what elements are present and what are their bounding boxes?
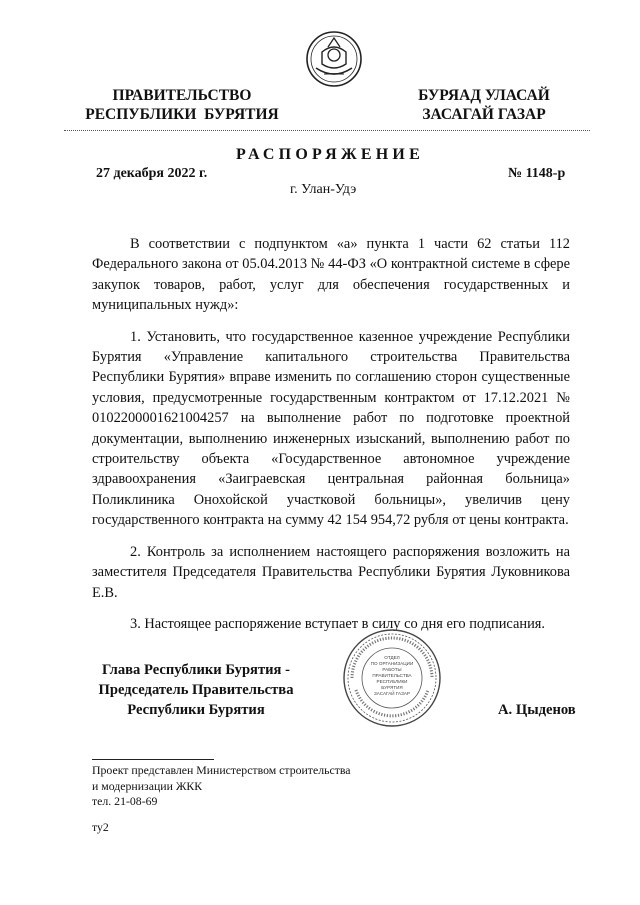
signatory-name: А. Цыденов [498,702,576,718]
svg-text:ПРАВИТЕЛЬСТВА: ПРАВИТЕЛЬСТВА [372,673,412,678]
paragraph-item-1: 1. Установить, что государственное казенное учреждение Республики Бурятия «Управление капитального строительства Правительства Республики Бурятия» вправе изменить по соглашению сторон существенные условия, предусмотренные государственным контрактом от 17.12.2021 № 0102200001621004257 на выполнение работ по подготовке проектной документации, выполнению инженерных изысканий, выполнению работ по строительству объекта «Государственное автономное учреждение здравоохранения «Заиграевская центральная районная больница» Поликлиника Онохойской участковой больницы», увеличив цену государственного контракта на сумму 42 154 954,72 рубля от цены контракта. [92,328,570,529]
document-title: РАСПОРЯЖЕНИЕ [236,146,424,163]
paragraph-item-2: 2. Контроль за исполнением настоящего распоряжения возложить на заместителя Председателя Правительства Республики Бурятия Луковникова Е.В. [92,543,570,601]
footer-rule [92,759,214,760]
header-left-line-1: ПРАВИТЕЛЬСТВО [112,87,252,104]
svg-text:ЗАСАГАЙ ГАЗАР: ЗАСАГАЙ ГАЗАР [374,691,410,696]
document-body [92,234,570,645]
coat-of-arms-emblem [304,28,364,88]
official-seal [342,628,442,728]
document-city: г. Улан-Удэ [290,182,357,197]
svg-text:РАБОТЫ: РАБОТЫ [382,667,402,672]
footer-line-1: Проект представлен Министерством строительства [92,763,351,777]
svg-text:ОТДЕЛ: ОТДЕЛ [384,655,400,660]
footer-code: ту2 [92,820,109,834]
document-date: 27 декабря 2022 г. [96,166,208,181]
svg-text:ПО ОРГАНИЗАЦИИ: ПО ОРГАНИЗАЦИИ [370,661,414,666]
footer-note [92,763,351,810]
document-number: № 1148-р [508,166,566,181]
signature-position-line-1: Глава Республики Бурятия - [102,662,290,678]
signature-position-line-3: Республики Бурятия [127,702,265,718]
header-right-line-2: ЗАСАГАЙ ГАЗАР [422,106,546,123]
footer-line-2: и модернизации ЖКК [92,778,203,793]
footer-line-3: тел. 21-08-69 [92,794,158,808]
header-right-line-1: БУРЯАД УЛАСАЙ [418,87,550,104]
svg-text:РЕСПУБЛИКИ: РЕСПУБЛИКИ [376,679,408,684]
svg-text:БУРЯТИЯ: БУРЯТИЯ [381,685,403,690]
signature-position [88,660,304,720]
header-right [404,86,564,124]
paragraph-item-3: 3. Настоящее распоряжение вступает в силу со дня его подписания. [130,615,545,632]
paragraph-preamble: В соответствии с подпунктом «а» пункта 1 части 62 статьи 112 Федерального закона от 05.04.2013 № 44-ФЗ «О контрактной системе в сфере закупок товаров, работ, услуг для обеспечения государственных и муниципальных нужд»: [92,236,570,314]
signature-position-line-2: Председатель Правительства [98,682,294,698]
header-left [82,86,282,124]
header-left-line-2: РЕСПУБЛИКИ БУРЯТИЯ [85,106,279,123]
header-divider [64,130,590,131]
